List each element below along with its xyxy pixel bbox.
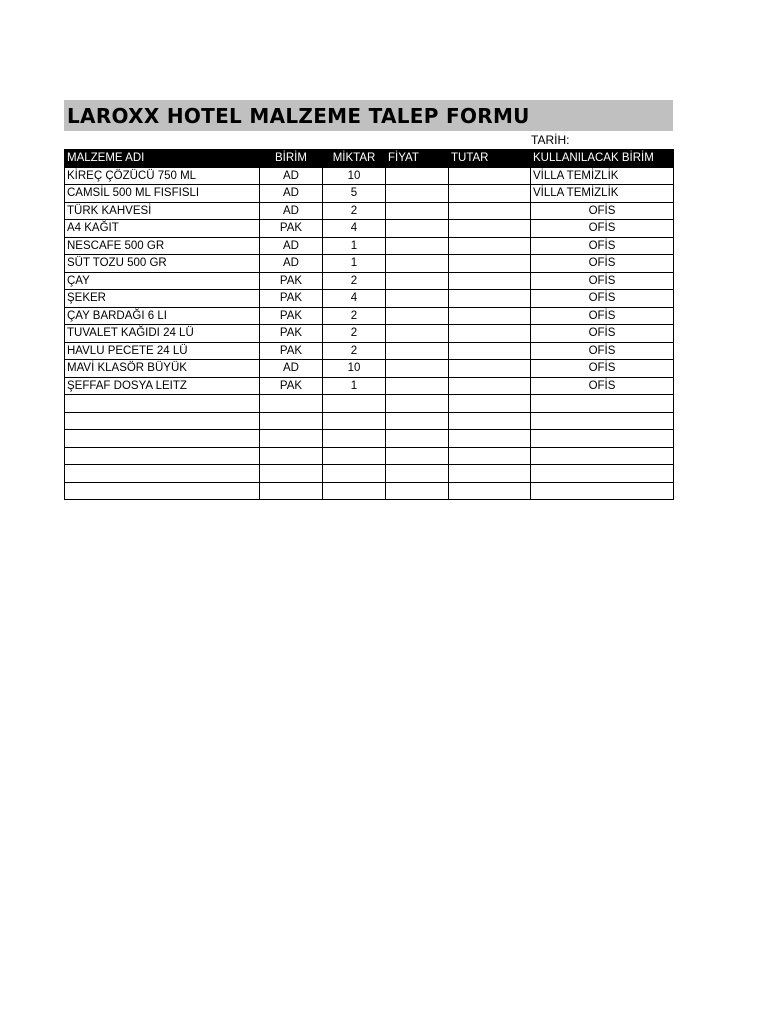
form-title-bar — [64, 100, 673, 131]
cell-price — [386, 360, 449, 378]
header-dept: KULLANILACAK BİRİM — [531, 150, 674, 168]
cell-department: OFİS — [531, 307, 674, 325]
cell-material-name — [65, 482, 260, 500]
date-label: TARİH: — [531, 133, 570, 147]
cell-material-name: HAVLU PECETE 24 LÜ — [65, 342, 260, 360]
table-row — [65, 290, 674, 308]
table-row — [65, 167, 674, 185]
table-row — [65, 447, 674, 465]
cell-department — [531, 412, 674, 430]
cell-unit: PAK — [260, 290, 323, 308]
header-row — [65, 150, 674, 168]
cell-quantity: 1 — [323, 377, 386, 395]
cell-unit: PAK — [260, 272, 323, 290]
table-row — [65, 465, 674, 483]
cell-price — [386, 465, 449, 483]
table-row — [65, 377, 674, 395]
cell-department: VİLLA TEMİZLİK — [531, 185, 674, 203]
cell-quantity: 4 — [323, 220, 386, 238]
cell-material-name: ŞEKER — [65, 290, 260, 308]
cell-material-name: ÇAY — [65, 272, 260, 290]
cell-material-name — [65, 395, 260, 413]
cell-quantity: 1 — [323, 255, 386, 273]
header-total: TUTAR — [449, 150, 531, 168]
header-name: MALZEME ADI — [65, 150, 260, 168]
cell-total — [449, 342, 531, 360]
cell-material-name — [65, 412, 260, 430]
cell-material-name: CAMSİL 500 ML FISFISLI — [65, 185, 260, 203]
cell-material-name: SÜT TOZU 500 GR — [65, 255, 260, 273]
table-row — [65, 220, 674, 238]
cell-material-name — [65, 430, 260, 448]
cell-total — [449, 307, 531, 325]
table-row — [65, 325, 674, 343]
cell-quantity: 2 — [323, 202, 386, 220]
cell-price — [386, 290, 449, 308]
cell-unit — [260, 412, 323, 430]
table-body — [65, 167, 674, 500]
cell-unit — [260, 430, 323, 448]
table-row — [65, 237, 674, 255]
cell-total — [449, 482, 531, 500]
cell-department — [531, 430, 674, 448]
cell-total — [449, 220, 531, 238]
cell-price — [386, 430, 449, 448]
table-row — [65, 482, 674, 500]
cell-unit: PAK — [260, 325, 323, 343]
header-price: FİYAT — [386, 150, 449, 168]
table-row — [65, 360, 674, 378]
cell-total — [449, 360, 531, 378]
table-row — [65, 412, 674, 430]
cell-price — [386, 307, 449, 325]
cell-department: VİLLA TEMİZLİK — [531, 167, 674, 185]
cell-quantity: 2 — [323, 272, 386, 290]
cell-quantity — [323, 482, 386, 500]
cell-quantity: 4 — [323, 290, 386, 308]
table-row — [65, 307, 674, 325]
cell-unit — [260, 482, 323, 500]
cell-department: OFİS — [531, 237, 674, 255]
cell-quantity: 10 — [323, 360, 386, 378]
cell-department — [531, 482, 674, 500]
cell-unit: AD — [260, 237, 323, 255]
cell-material-name: NESCAFE 500 GR — [65, 237, 260, 255]
cell-quantity — [323, 465, 386, 483]
cell-total — [449, 167, 531, 185]
cell-material-name: KİREÇ ÇÖZÜCÜ 750 ML — [65, 167, 260, 185]
cell-price — [386, 482, 449, 500]
cell-material-name: A4 KAĞIT — [65, 220, 260, 238]
cell-material-name: ŞEFFAF DOSYA LEITZ — [65, 377, 260, 395]
cell-total — [449, 325, 531, 343]
cell-quantity: 1 — [323, 237, 386, 255]
table-row — [65, 202, 674, 220]
table-row — [65, 395, 674, 413]
cell-total — [449, 290, 531, 308]
cell-quantity: 2 — [323, 307, 386, 325]
cell-department: OFİS — [531, 202, 674, 220]
cell-unit — [260, 465, 323, 483]
cell-price — [386, 185, 449, 203]
cell-price — [386, 237, 449, 255]
cell-department: OFİS — [531, 255, 674, 273]
cell-quantity: 2 — [323, 325, 386, 343]
cell-department: OFİS — [531, 220, 674, 238]
cell-total — [449, 185, 531, 203]
table-row — [65, 272, 674, 290]
cell-material-name — [65, 447, 260, 465]
cell-department: OFİS — [531, 290, 674, 308]
cell-total — [449, 430, 531, 448]
cell-material-name: MAVİ KLASÖR BÜYÜK — [65, 360, 260, 378]
cell-unit — [260, 395, 323, 413]
cell-quantity: 5 — [323, 185, 386, 203]
table-row — [65, 255, 674, 273]
cell-price — [386, 202, 449, 220]
cell-department: OFİS — [531, 377, 674, 395]
cell-total — [449, 255, 531, 273]
cell-material-name: ÇAY BARDAĞI 6 LI — [65, 307, 260, 325]
cell-unit: AD — [260, 202, 323, 220]
cell-total — [449, 377, 531, 395]
form-title: LAROXX HOTEL MALZEME TALEP FORMU — [67, 104, 530, 128]
cell-department — [531, 447, 674, 465]
cell-department: OFİS — [531, 325, 674, 343]
cell-price — [386, 272, 449, 290]
cell-quantity — [323, 430, 386, 448]
cell-price — [386, 342, 449, 360]
cell-department: OFİS — [531, 342, 674, 360]
table-row — [65, 185, 674, 203]
cell-quantity — [323, 412, 386, 430]
cell-quantity: 2 — [323, 342, 386, 360]
cell-price — [386, 377, 449, 395]
cell-total — [449, 447, 531, 465]
cell-total — [449, 237, 531, 255]
cell-total — [449, 272, 531, 290]
cell-price — [386, 325, 449, 343]
cell-unit: AD — [260, 185, 323, 203]
header-unit: BİRİM — [260, 150, 323, 168]
request-table — [64, 149, 674, 500]
cell-department: OFİS — [531, 360, 674, 378]
cell-quantity: 10 — [323, 167, 386, 185]
cell-unit: PAK — [260, 307, 323, 325]
cell-quantity — [323, 447, 386, 465]
cell-department — [531, 395, 674, 413]
cell-unit: PAK — [260, 342, 323, 360]
cell-price — [386, 447, 449, 465]
cell-department — [531, 465, 674, 483]
cell-department: OFİS — [531, 272, 674, 290]
cell-total — [449, 395, 531, 413]
cell-unit: PAK — [260, 220, 323, 238]
cell-price — [386, 412, 449, 430]
table-row — [65, 430, 674, 448]
cell-quantity — [323, 395, 386, 413]
cell-price — [386, 255, 449, 273]
cell-unit: AD — [260, 255, 323, 273]
cell-total — [449, 412, 531, 430]
cell-material-name — [65, 465, 260, 483]
cell-price — [386, 167, 449, 185]
cell-unit: AD — [260, 167, 323, 185]
cell-total — [449, 465, 531, 483]
cell-price — [386, 395, 449, 413]
cell-material-name: TUVALET KAĞIDI 24 LÜ — [65, 325, 260, 343]
cell-material-name: TÜRK KAHVESİ — [65, 202, 260, 220]
header-qty: MİKTAR — [323, 150, 386, 168]
cell-price — [386, 220, 449, 238]
cell-total — [449, 202, 531, 220]
cell-unit — [260, 447, 323, 465]
cell-unit: PAK — [260, 377, 323, 395]
table-row — [65, 342, 674, 360]
cell-unit: AD — [260, 360, 323, 378]
